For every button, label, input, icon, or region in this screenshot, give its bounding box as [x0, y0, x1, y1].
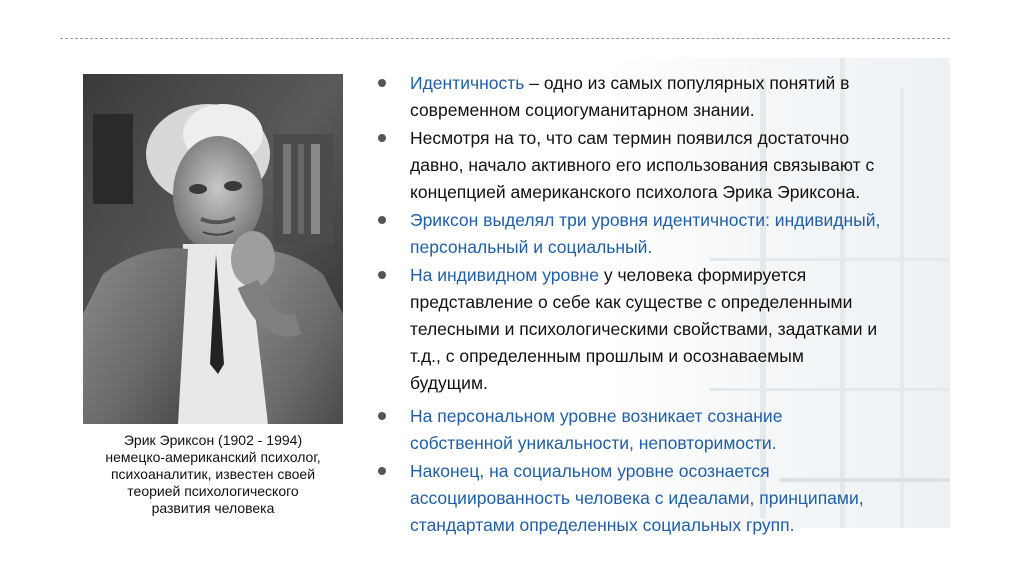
bullet-dot-icon [378, 467, 386, 475]
caption-line: немецко-американский психолог, [105, 449, 321, 465]
bullet-personal-level [372, 403, 952, 457]
bullet-term-origin [372, 125, 952, 206]
portrait-photo [83, 74, 343, 424]
bullet-line: На персональном уровне возникает сознание [410, 406, 783, 426]
bullet-line: т.д., с определенным прошлым и осознаваемым [410, 346, 804, 366]
bullet-line: – одно из самых популярных понятий в [529, 73, 850, 93]
top-divider [60, 38, 950, 39]
bullet-identity [372, 70, 952, 124]
bullet-line: Наконец, на социальном уровне осознается [410, 461, 770, 481]
bullet-line: давно, начало активного его использования связывают с [410, 155, 875, 175]
bullet-individual-level [372, 262, 952, 397]
bullet-line: ассоциированность человека с идеалами, принципами, [410, 488, 864, 508]
caption-line: Эрик Эриксон (1902 - 1994) [123, 432, 303, 448]
bullet-highlight: На индивидном уровне [410, 265, 599, 285]
caption-line: развития человека [151, 500, 275, 516]
caption-line: теорией психологического [127, 483, 299, 499]
bullet-line: у человека формируется [603, 265, 807, 285]
bullet-line: представление о себе как существе с определенными [410, 292, 853, 312]
photo-caption [83, 432, 343, 517]
bullet-dot-icon [378, 412, 386, 420]
bullet-line: Несмотря на то, что сам термин появился достаточно [410, 128, 850, 148]
bullet-dot-icon [378, 216, 386, 224]
bullet-dot-icon [378, 271, 386, 279]
bullet-highlight: Идентичность [410, 73, 525, 93]
bullet-dot-icon [378, 79, 386, 87]
bullet-line: собственной уникальности, неповторимости. [410, 433, 777, 453]
bullet-dot-icon [378, 134, 386, 142]
bullet-three-levels [372, 207, 952, 261]
bullet-social-level [372, 458, 952, 539]
bullet-line: телесными и психологическими свойствами, задатками и [410, 319, 878, 339]
bullet-line: Эриксон выделял три уровня идентичности: индивидный, [410, 210, 881, 230]
bullet-line: концепцией американского психолога Эрика Эриксона. [410, 182, 861, 202]
bullet-list [372, 70, 952, 540]
bullet-line: стандартами определенных социальных групп. [410, 515, 795, 535]
caption-line: психоаналитик, известен своей [110, 466, 316, 482]
bullet-line: будущим. [410, 373, 488, 393]
bullet-line: персональный и социальный. [410, 237, 653, 257]
bullet-line: современном социогуманитарном знании. [410, 100, 755, 120]
